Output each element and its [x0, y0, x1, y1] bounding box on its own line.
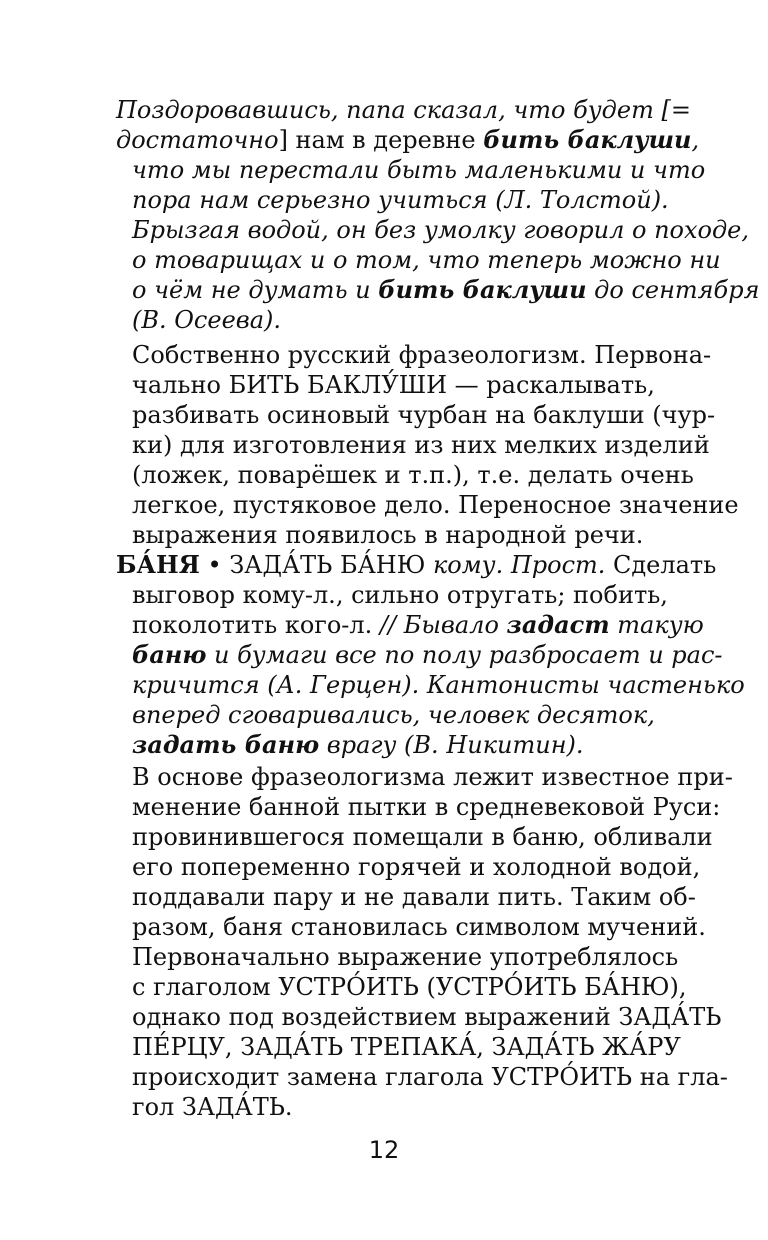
- text-line: разбивать осиновый чурбан на баклуши (чур-: [132, 401, 716, 429]
- text-line: ПЕ́РЦУ, ЗАДА́ТЬ ТРЕПАКА́, ЗАДА́ТЬ ЖА́РУ: [132, 1033, 681, 1061]
- text-line: выговор кому-л., сильно отругать; побить,: [132, 581, 668, 609]
- text-run: достаточно: [116, 126, 279, 154]
- text-line: что мы перестали быть маленькими и что: [132, 156, 706, 184]
- text-line: чально БИТЬ БАКЛУ́ШИ — раскалывать,: [132, 371, 655, 399]
- text-line: выражения появилось в народной речи.: [132, 521, 644, 549]
- text-line: (ложек, поварёшек и т.п.), т.е. делать очень: [132, 461, 694, 489]
- idiom-highlight: баню: [132, 640, 207, 669]
- text-run: // Бывало: [379, 611, 507, 639]
- text-run: ,: [691, 126, 700, 154]
- text-line: его попеременно горячей и холодной водой,: [132, 853, 701, 881]
- text-line: [116, 125, 700, 155]
- text-run: и бумаги все по полу разбросает и рас-: [206, 641, 723, 669]
- text-line: пора нам серьезно учиться (Л. Толстой).: [132, 186, 669, 214]
- entry-bullet: •: [199, 551, 230, 579]
- text-line: происходит замена глагола УСТРО́ИТЬ на гла-: [132, 1063, 728, 1091]
- text-line: [116, 640, 723, 670]
- page-number: 12: [368, 1136, 400, 1164]
- text-line: Первоначально выражение употреблялось: [132, 943, 679, 971]
- text-line: провинившегося помещали в баню, обливали: [132, 823, 713, 851]
- text-line: гол ЗАДА́ТЬ.: [132, 1093, 293, 1121]
- text-line: кричится (А. Герцен). Кантонисты частенько: [132, 671, 745, 699]
- text-line: [116, 730, 676, 760]
- text-line: разом, баня становилась символом мучений.: [132, 913, 706, 941]
- text-line: поддавали пару и не давали пить. Таким об-: [132, 883, 696, 911]
- text-run: врагу (В. Никитин).: [319, 731, 584, 759]
- idiom-highlight: задать баню: [132, 730, 320, 759]
- text-line: Собственно русский фразеологизм. Первона-: [132, 341, 712, 369]
- idiom-highlight: бить баклуши: [483, 125, 692, 154]
- text-line: [116, 275, 760, 305]
- text-line: вперед сговаривались, человек десяток,: [132, 701, 655, 729]
- text-line: (В. Осеева).: [132, 306, 282, 334]
- text-run: такую: [609, 611, 704, 639]
- text-line: менение банной пытки в средневековой Руси:: [132, 793, 721, 821]
- text-line: ки) для изготовления из них мелких изделий: [132, 431, 710, 459]
- text-line: [116, 610, 704, 640]
- note-paragraph-2: [116, 762, 733, 1122]
- text-line: легкое, пустяковое дело. Переносное значение: [132, 491, 739, 519]
- idiom-highlight: бить баклуши: [378, 275, 587, 304]
- text-line: с глаголом УСТРО́ИТЬ (УСТРО́ИТЬ БА́НЮ),: [132, 973, 687, 1001]
- text-line: В основе фразеологизма лежит известное при-: [132, 763, 733, 791]
- entry-phrase: ЗАДА́ТЬ БА́НЮ: [229, 551, 433, 579]
- text-line: о товарищах и о том, что теперь можно ни: [132, 246, 721, 274]
- text-line: Поздоровавшись, папа сказал, что будет [=: [116, 96, 691, 124]
- text-run: поколотить кого-л.: [132, 611, 380, 639]
- text-line: Брызгая водой, он без умолку говорил о походе,: [132, 216, 750, 244]
- entry-grammar: кому. Прост.: [432, 551, 606, 579]
- note-paragraph-1: [116, 340, 739, 550]
- text-run: до сентября: [586, 276, 760, 304]
- entry-head-line: [116, 550, 717, 580]
- text-run: Сделать: [605, 551, 717, 579]
- text-line: однако под воздействием выражений ЗАДА́ТЬ: [132, 1003, 722, 1031]
- entry-headword: БА́НЯ: [116, 550, 200, 579]
- text-run: ] нам в деревне: [278, 126, 484, 154]
- text-run: о чём не думать и: [132, 276, 379, 304]
- quote-block-1: [116, 95, 760, 335]
- idiom-highlight: задаст: [506, 610, 610, 639]
- dictionary-entry: [116, 550, 745, 760]
